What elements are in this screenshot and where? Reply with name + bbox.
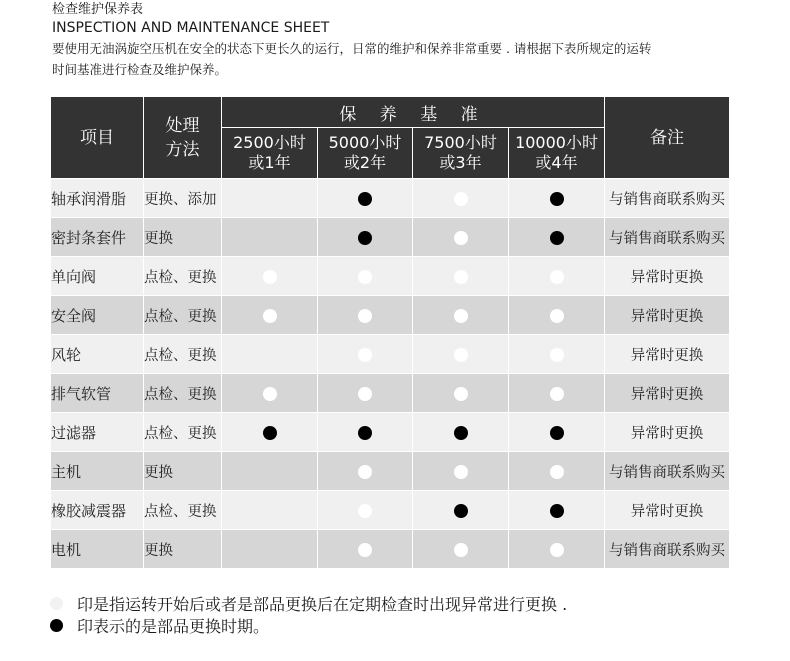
legend-black (50, 614, 750, 636)
row-mark-cell (318, 491, 413, 530)
black-dot-icon (550, 192, 564, 206)
row-mark-cell (222, 296, 318, 335)
header-method (144, 97, 222, 179)
row-mark-cell (222, 491, 318, 530)
row-mark-cell (318, 257, 413, 296)
row-mark-cell (318, 452, 413, 491)
period-hours: 5000小时 (328, 133, 402, 152)
header-method-line-1: 处理 (165, 115, 200, 136)
row-mark-cell (318, 296, 413, 335)
table-row (51, 335, 730, 374)
row-mark-cell (318, 530, 413, 569)
period-years: 或2年 (343, 153, 387, 172)
white-dot-icon (263, 387, 277, 401)
black-dot-icon (50, 619, 63, 632)
title-en: INSPECTION AND MAINTENANCE SHEET (52, 20, 330, 36)
black-dot-icon (454, 504, 468, 518)
table-row (51, 218, 730, 257)
row-note: 异常时更换 (605, 296, 730, 335)
row-mark-cell (413, 218, 509, 257)
row-mark-cell (222, 218, 318, 257)
table-row (51, 452, 730, 491)
white-dot-icon (263, 309, 277, 323)
row-note: 与销售商联系购买 (605, 530, 730, 569)
row-note: 与销售商联系购买 (605, 218, 730, 257)
row-item: 安全阀 (51, 296, 144, 335)
sheet-header (52, 0, 752, 80)
row-mark-cell (222, 530, 318, 569)
description-line-2: 时间基准进行检查及维护保养。 (52, 62, 228, 77)
white-dot-icon (550, 543, 564, 557)
row-item: 风轮 (51, 335, 144, 374)
period-hours: 7500小时 (424, 133, 497, 152)
white-dot-icon (263, 270, 277, 284)
row-mark-cell (222, 179, 318, 218)
row-mark-cell (318, 413, 413, 452)
header-period-4 (509, 128, 605, 179)
row-method: 点检、更换 (144, 296, 222, 335)
row-mark-cell (509, 491, 605, 530)
row-note: 异常时更换 (605, 374, 730, 413)
row-method: 更换 (144, 218, 222, 257)
row-mark-cell (509, 179, 605, 218)
row-note: 异常时更换 (605, 413, 730, 452)
black-dot-icon (550, 504, 564, 518)
row-method: 点检、更换 (144, 374, 222, 413)
row-mark-cell (509, 374, 605, 413)
table-row (51, 530, 730, 569)
row-mark-cell (222, 452, 318, 491)
row-mark-cell (222, 257, 318, 296)
row-note: 与销售商联系购买 (605, 452, 730, 491)
description (52, 38, 752, 80)
row-mark-cell (413, 335, 509, 374)
row-mark-cell (413, 413, 509, 452)
header-method-line-2: 方法 (165, 139, 200, 160)
white-dot-icon (550, 270, 564, 284)
row-method: 更换 (144, 452, 222, 491)
white-dot-icon (358, 348, 372, 362)
white-dot-icon (358, 309, 372, 323)
table-row (51, 296, 730, 335)
black-dot-icon (358, 192, 372, 206)
row-mark-cell (413, 452, 509, 491)
row-method: 点检、更换 (144, 413, 222, 452)
maintenance-table (50, 96, 730, 569)
legend-white-text: 印是指运转开始后或者是部品更换后在定期检查时出现异常进行更换 . (77, 594, 568, 614)
black-dot-icon (263, 426, 277, 440)
black-dot-icon (550, 231, 564, 245)
black-dot-icon (358, 231, 372, 245)
row-item: 排气软管 (51, 374, 144, 413)
table-row (51, 491, 730, 530)
white-dot-icon (358, 465, 372, 479)
row-item: 电机 (51, 530, 144, 569)
row-mark-cell (318, 179, 413, 218)
row-method: 点检、更换 (144, 491, 222, 530)
row-mark-cell (509, 257, 605, 296)
header-period-3 (413, 128, 509, 179)
header-period-2 (318, 128, 413, 179)
row-note: 异常时更换 (605, 335, 730, 374)
row-mark-cell (413, 296, 509, 335)
row-mark-cell (413, 530, 509, 569)
row-method: 更换 (144, 530, 222, 569)
row-mark-cell (509, 413, 605, 452)
white-dot-icon (454, 309, 468, 323)
black-dot-icon (454, 426, 468, 440)
title-cn: 检查维护保养表 (52, 2, 144, 17)
period-years: 或1年 (248, 153, 291, 172)
white-dot-icon (358, 387, 372, 401)
period-hours: 2500小时 (233, 133, 306, 152)
row-item: 橡胶减震器 (51, 491, 144, 530)
period-years: 或3年 (439, 153, 482, 172)
table-row (51, 179, 730, 218)
row-item: 过滤器 (51, 413, 144, 452)
row-mark-cell (509, 218, 605, 257)
row-mark-cell (509, 452, 605, 491)
row-mark-cell (413, 491, 509, 530)
row-note: 异常时更换 (605, 257, 730, 296)
row-method: 更换、添加 (144, 179, 222, 218)
row-mark-cell (318, 335, 413, 374)
row-item: 轴承润滑脂 (51, 179, 144, 218)
row-item: 密封条套件 (51, 218, 144, 257)
white-dot-icon (550, 348, 564, 362)
row-mark-cell (318, 374, 413, 413)
legend-black-text: 印表示的是部品更换时期。 (77, 616, 270, 636)
white-dot-icon (454, 348, 468, 362)
table-row (51, 374, 730, 413)
row-method: 点检、更换 (144, 257, 222, 296)
header-item: 项目 (51, 97, 144, 179)
row-note: 与销售商联系购买 (605, 179, 730, 218)
white-dot-icon (358, 504, 372, 518)
row-mark-cell (222, 335, 318, 374)
row-method: 点检、更换 (144, 335, 222, 374)
row-item: 主机 (51, 452, 144, 491)
legend-white (50, 592, 750, 614)
black-dot-icon (358, 426, 372, 440)
white-dot-icon (454, 465, 468, 479)
row-mark-cell (413, 179, 509, 218)
row-item: 单向阀 (51, 257, 144, 296)
row-mark-cell (413, 374, 509, 413)
row-mark-cell (509, 335, 605, 374)
header-period-1 (222, 128, 318, 179)
header-note: 备注 (605, 97, 730, 179)
row-mark-cell (509, 296, 605, 335)
description-line-1: 要使用无油涡旋空压机在安全的状态下更长久的运行，日常的维护和保养非常重要 . 请根据下表所规定的运转 (52, 41, 652, 56)
white-dot-icon (454, 543, 468, 557)
header-standard: 保 养 基 准 (222, 97, 605, 128)
black-dot-icon (550, 426, 564, 440)
row-mark-cell (413, 257, 509, 296)
row-mark-cell (318, 218, 413, 257)
white-dot-icon (454, 387, 468, 401)
white-dot-icon (550, 309, 564, 323)
row-note: 异常时更换 (605, 491, 730, 530)
period-years: 或4年 (535, 153, 578, 172)
legend (50, 592, 750, 636)
row-mark-cell (222, 374, 318, 413)
white-dot-icon (550, 465, 564, 479)
row-mark-cell (509, 530, 605, 569)
white-dot-icon (358, 543, 372, 557)
white-dot-icon (454, 192, 468, 206)
period-hours: 10000小时 (515, 133, 598, 152)
table-row (51, 413, 730, 452)
white-dot-icon (550, 387, 564, 401)
table-row (51, 257, 730, 296)
row-mark-cell (222, 413, 318, 452)
white-dot-icon (454, 270, 468, 284)
white-dot-icon (454, 231, 468, 245)
white-dot-icon (358, 270, 372, 284)
white-dot-icon (50, 597, 63, 610)
